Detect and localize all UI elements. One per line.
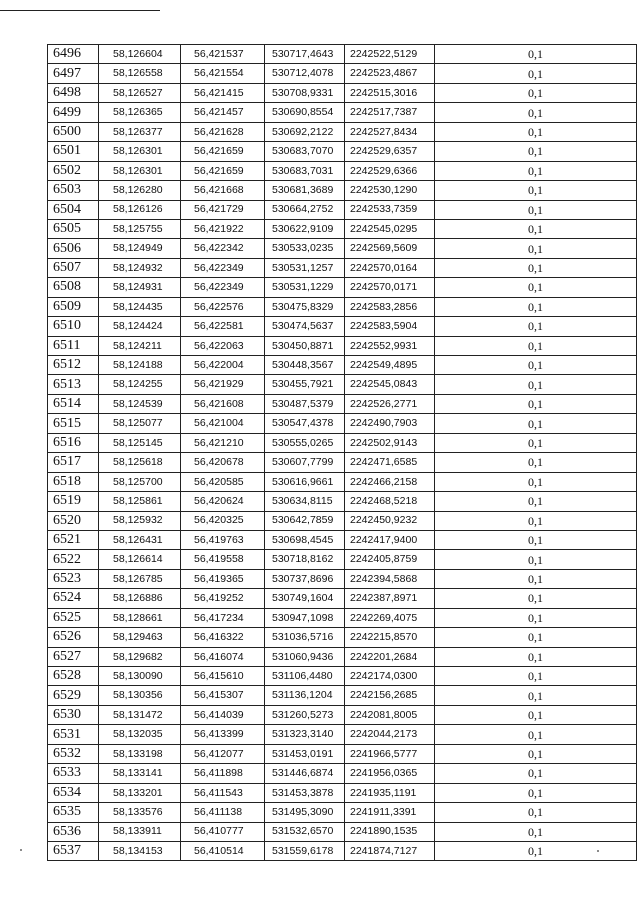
longitude-cell: 58,124424 — [99, 317, 181, 336]
table-row — [48, 569, 637, 588]
table-row — [48, 239, 637, 258]
point-number-cell: 6528 — [48, 667, 99, 686]
point-number-cell: 6499 — [48, 103, 99, 122]
coord-y-cell: 2242044,2173 — [345, 725, 435, 744]
longitude-cell: 58,133141 — [99, 764, 181, 783]
accuracy-cell: 0,1 — [435, 103, 637, 122]
coord-y-cell: 2242201,2684 — [345, 647, 435, 666]
latitude-cell: 56,421628 — [181, 122, 265, 141]
point-number-cell: 6531 — [48, 725, 99, 744]
point-number-cell: 6516 — [48, 433, 99, 452]
coord-x-cell: 531323,3140 — [265, 725, 345, 744]
longitude-cell: 58,124255 — [99, 375, 181, 394]
accuracy-cell: 0,1 — [435, 744, 637, 763]
accuracy-cell: 0,1 — [435, 161, 637, 180]
latitude-cell: 56,411898 — [181, 764, 265, 783]
table-row — [48, 822, 637, 841]
longitude-cell: 58,124211 — [99, 336, 181, 355]
accuracy-cell: 0,1 — [435, 686, 637, 705]
coord-y-cell: 2241966,5777 — [345, 744, 435, 763]
latitude-cell: 56,419252 — [181, 589, 265, 608]
table-row — [48, 433, 637, 452]
coord-x-cell: 531495,3090 — [265, 803, 345, 822]
coord-y-cell: 2242529,6366 — [345, 161, 435, 180]
coord-y-cell: 2242583,2856 — [345, 297, 435, 316]
longitude-cell: 58,131472 — [99, 705, 181, 724]
coord-y-cell: 2242394,5868 — [345, 569, 435, 588]
coord-y-cell: 2242466,2158 — [345, 472, 435, 491]
coord-y-cell: 2242405,8759 — [345, 550, 435, 569]
coord-x-cell: 530448,3567 — [265, 356, 345, 375]
accuracy-cell: 0,1 — [435, 589, 637, 608]
longitude-cell: 58,124932 — [99, 258, 181, 277]
latitude-cell: 56,416322 — [181, 628, 265, 647]
point-number-cell: 6501 — [48, 142, 99, 161]
accuracy-cell: 0,1 — [435, 569, 637, 588]
point-number-cell: 6529 — [48, 686, 99, 705]
point-number-cell: 6515 — [48, 414, 99, 433]
accuracy-cell: 0,1 — [435, 64, 637, 83]
table-row — [48, 550, 637, 569]
coord-x-cell: 531260,5273 — [265, 705, 345, 724]
accuracy-cell: 0,1 — [435, 336, 637, 355]
point-number-cell: 6520 — [48, 511, 99, 530]
point-number-cell: 6504 — [48, 200, 99, 219]
point-number-cell: 6526 — [48, 628, 99, 647]
table-row — [48, 530, 637, 549]
longitude-cell: 58,126301 — [99, 161, 181, 180]
latitude-cell: 56,415307 — [181, 686, 265, 705]
accuracy-cell: 0,1 — [435, 472, 637, 491]
accuracy-cell: 0,1 — [435, 83, 637, 102]
coord-x-cell: 530531,1229 — [265, 278, 345, 297]
longitude-cell: 58,128661 — [99, 608, 181, 627]
accuracy-cell: 0,1 — [435, 725, 637, 744]
coord-y-cell: 2242570,0171 — [345, 278, 435, 297]
table-row — [48, 103, 637, 122]
point-number-cell: 6527 — [48, 647, 99, 666]
coord-x-cell: 530718,8162 — [265, 550, 345, 569]
coord-x-cell: 530474,5637 — [265, 317, 345, 336]
accuracy-cell: 0,1 — [435, 297, 637, 316]
latitude-cell: 56,411543 — [181, 783, 265, 802]
latitude-cell: 56,421554 — [181, 64, 265, 83]
accuracy-cell: 0,1 — [435, 375, 637, 394]
coord-x-cell: 530622,9109 — [265, 219, 345, 238]
coord-y-cell: 2241890,1535 — [345, 822, 435, 841]
coord-y-cell: 2242215,8570 — [345, 628, 435, 647]
accuracy-cell: 0,1 — [435, 356, 637, 375]
point-number-cell: 6519 — [48, 492, 99, 511]
latitude-cell: 56,421659 — [181, 142, 265, 161]
latitude-cell: 56,422004 — [181, 356, 265, 375]
longitude-cell: 58,126558 — [99, 64, 181, 83]
coord-x-cell: 530690,8554 — [265, 103, 345, 122]
accuracy-cell: 0,1 — [435, 550, 637, 569]
coord-x-cell: 531446,6874 — [265, 764, 345, 783]
scan-speck — [20, 849, 22, 851]
table-row — [48, 686, 637, 705]
point-number-cell: 6517 — [48, 453, 99, 472]
latitude-cell: 56,421415 — [181, 83, 265, 102]
table-row — [48, 705, 637, 724]
latitude-cell: 56,412077 — [181, 744, 265, 763]
latitude-cell: 56,419763 — [181, 530, 265, 549]
coord-y-cell: 2242450,9232 — [345, 511, 435, 530]
latitude-cell: 56,411138 — [181, 803, 265, 822]
point-number-cell: 6522 — [48, 550, 99, 569]
longitude-cell: 58,133576 — [99, 803, 181, 822]
coord-x-cell: 530708,9331 — [265, 83, 345, 102]
latitude-cell: 56,421922 — [181, 219, 265, 238]
table-row — [48, 647, 637, 666]
accuracy-cell: 0,1 — [435, 628, 637, 647]
point-number-cell: 6536 — [48, 822, 99, 841]
point-number-cell: 6524 — [48, 589, 99, 608]
table-row — [48, 725, 637, 744]
longitude-cell: 58,130356 — [99, 686, 181, 705]
table-row — [48, 472, 637, 491]
longitude-cell: 58,134153 — [99, 841, 181, 860]
point-number-cell: 6530 — [48, 705, 99, 724]
coord-y-cell: 2242515,3016 — [345, 83, 435, 102]
coord-x-cell: 530683,7031 — [265, 161, 345, 180]
coord-y-cell: 2242174,0300 — [345, 667, 435, 686]
latitude-cell: 56,420678 — [181, 453, 265, 472]
coord-y-cell: 2242387,8971 — [345, 589, 435, 608]
longitude-cell: 58,125145 — [99, 433, 181, 452]
latitude-cell: 56,421210 — [181, 433, 265, 452]
latitude-cell: 56,422576 — [181, 297, 265, 316]
coord-y-cell: 2242517,7387 — [345, 103, 435, 122]
table-row — [48, 200, 637, 219]
accuracy-cell: 0,1 — [435, 803, 637, 822]
coord-y-cell: 2242545,0843 — [345, 375, 435, 394]
longitude-cell: 58,126785 — [99, 569, 181, 588]
coord-x-cell: 530642,7859 — [265, 511, 345, 530]
point-number-cell: 6506 — [48, 239, 99, 258]
point-number-cell: 6498 — [48, 83, 99, 102]
coord-y-cell: 2242490,7903 — [345, 414, 435, 433]
latitude-cell: 56,421659 — [181, 161, 265, 180]
latitude-cell: 56,410777 — [181, 822, 265, 841]
coord-x-cell: 530712,4078 — [265, 64, 345, 83]
coord-x-cell: 530749,1604 — [265, 589, 345, 608]
point-number-cell: 6505 — [48, 219, 99, 238]
coord-y-cell: 2242570,0164 — [345, 258, 435, 277]
table-row — [48, 803, 637, 822]
longitude-cell: 58,126614 — [99, 550, 181, 569]
coord-x-cell: 531453,3878 — [265, 783, 345, 802]
coord-x-cell: 530555,0265 — [265, 433, 345, 452]
accuracy-cell: 0,1 — [435, 394, 637, 413]
longitude-cell: 58,126365 — [99, 103, 181, 122]
latitude-cell: 56,422063 — [181, 336, 265, 355]
longitude-cell: 58,126280 — [99, 181, 181, 200]
longitude-cell: 58,124539 — [99, 394, 181, 413]
longitude-cell: 58,125700 — [99, 472, 181, 491]
coord-y-cell: 2242526,2771 — [345, 394, 435, 413]
longitude-cell: 58,133911 — [99, 822, 181, 841]
coord-x-cell: 531106,4480 — [265, 667, 345, 686]
longitude-cell: 58,126886 — [99, 589, 181, 608]
longitude-cell: 58,126377 — [99, 122, 181, 141]
table-row — [48, 414, 637, 433]
coord-y-cell: 2242569,5609 — [345, 239, 435, 258]
coordinates-table — [47, 44, 637, 861]
coord-y-cell: 2242156,2685 — [345, 686, 435, 705]
top-rule — [0, 10, 160, 11]
accuracy-cell: 0,1 — [435, 841, 637, 860]
coord-y-cell: 2242522,5129 — [345, 45, 435, 64]
longitude-cell: 58,126431 — [99, 530, 181, 549]
coord-y-cell: 2242269,4075 — [345, 608, 435, 627]
accuracy-cell: 0,1 — [435, 258, 637, 277]
table-row — [48, 219, 637, 238]
longitude-cell: 58,124931 — [99, 278, 181, 297]
point-number-cell: 6511 — [48, 336, 99, 355]
longitude-cell: 58,125618 — [99, 453, 181, 472]
table-row — [48, 511, 637, 530]
coord-y-cell: 2242471,6585 — [345, 453, 435, 472]
longitude-cell: 58,124435 — [99, 297, 181, 316]
point-number-cell: 6500 — [48, 122, 99, 141]
coord-y-cell: 2242530,1290 — [345, 181, 435, 200]
coord-x-cell: 530450,8871 — [265, 336, 345, 355]
coord-x-cell: 530531,1257 — [265, 258, 345, 277]
coord-y-cell: 2242552,9931 — [345, 336, 435, 355]
coord-x-cell: 531060,9436 — [265, 647, 345, 666]
accuracy-cell: 0,1 — [435, 181, 637, 200]
accuracy-cell: 0,1 — [435, 239, 637, 258]
table-row — [48, 589, 637, 608]
longitude-cell: 58,124188 — [99, 356, 181, 375]
accuracy-cell: 0,1 — [435, 492, 637, 511]
coord-y-cell: 2241874,7127 — [345, 841, 435, 860]
coord-y-cell: 2242081,8005 — [345, 705, 435, 724]
coord-x-cell: 530947,1098 — [265, 608, 345, 627]
accuracy-cell: 0,1 — [435, 142, 637, 161]
point-number-cell: 6508 — [48, 278, 99, 297]
accuracy-cell: 0,1 — [435, 783, 637, 802]
accuracy-cell: 0,1 — [435, 705, 637, 724]
coord-x-cell: 530616,9661 — [265, 472, 345, 491]
latitude-cell: 56,421457 — [181, 103, 265, 122]
table-row — [48, 181, 637, 200]
coord-y-cell: 2242583,5904 — [345, 317, 435, 336]
coord-x-cell: 530681,3689 — [265, 181, 345, 200]
coord-y-cell: 2242533,7359 — [345, 200, 435, 219]
accuracy-cell: 0,1 — [435, 530, 637, 549]
point-number-cell: 6534 — [48, 783, 99, 802]
coord-x-cell: 531453,0191 — [265, 744, 345, 763]
point-number-cell: 6523 — [48, 569, 99, 588]
accuracy-cell: 0,1 — [435, 122, 637, 141]
coord-x-cell: 530455,7921 — [265, 375, 345, 394]
accuracy-cell: 0,1 — [435, 317, 637, 336]
coord-y-cell: 2242529,6357 — [345, 142, 435, 161]
latitude-cell: 56,420325 — [181, 511, 265, 530]
accuracy-cell: 0,1 — [435, 219, 637, 238]
latitude-cell: 56,414039 — [181, 705, 265, 724]
latitude-cell: 56,410514 — [181, 841, 265, 860]
latitude-cell: 56,419365 — [181, 569, 265, 588]
coord-y-cell: 2242502,9143 — [345, 433, 435, 452]
longitude-cell: 58,133201 — [99, 783, 181, 802]
latitude-cell: 56,421668 — [181, 181, 265, 200]
point-number-cell: 6496 — [48, 45, 99, 64]
table-row — [48, 783, 637, 802]
coord-x-cell: 531532,6570 — [265, 822, 345, 841]
coord-x-cell: 531136,1204 — [265, 686, 345, 705]
point-number-cell: 6537 — [48, 841, 99, 860]
longitude-cell: 58,130090 — [99, 667, 181, 686]
coord-x-cell: 530475,8329 — [265, 297, 345, 316]
longitude-cell: 58,132035 — [99, 725, 181, 744]
latitude-cell: 56,420624 — [181, 492, 265, 511]
accuracy-cell: 0,1 — [435, 511, 637, 530]
point-number-cell: 6533 — [48, 764, 99, 783]
point-number-cell: 6518 — [48, 472, 99, 491]
coord-x-cell: 530487,5379 — [265, 394, 345, 413]
table-row — [48, 628, 637, 647]
accuracy-cell: 0,1 — [435, 414, 637, 433]
table-row — [48, 161, 637, 180]
coordinates-table-body — [48, 45, 637, 861]
accuracy-cell: 0,1 — [435, 647, 637, 666]
coord-x-cell: 530533,0235 — [265, 239, 345, 258]
accuracy-cell: 0,1 — [435, 45, 637, 64]
coord-x-cell: 530634,8115 — [265, 492, 345, 511]
accuracy-cell: 0,1 — [435, 453, 637, 472]
longitude-cell: 58,133198 — [99, 744, 181, 763]
longitude-cell: 58,124949 — [99, 239, 181, 258]
table-row — [48, 278, 637, 297]
latitude-cell: 56,415610 — [181, 667, 265, 686]
coord-x-cell: 530698,4545 — [265, 530, 345, 549]
table-row — [48, 317, 637, 336]
table-row — [48, 667, 637, 686]
table-row — [48, 394, 637, 413]
accuracy-cell: 0,1 — [435, 764, 637, 783]
longitude-cell: 58,125932 — [99, 511, 181, 530]
longitude-cell: 58,125077 — [99, 414, 181, 433]
coord-y-cell: 2242545,0295 — [345, 219, 435, 238]
coord-x-cell: 530664,2752 — [265, 200, 345, 219]
latitude-cell: 56,421729 — [181, 200, 265, 219]
coord-y-cell: 2242527,8434 — [345, 122, 435, 141]
point-number-cell: 6497 — [48, 64, 99, 83]
accuracy-cell: 0,1 — [435, 822, 637, 841]
point-number-cell: 6521 — [48, 530, 99, 549]
point-number-cell: 6502 — [48, 161, 99, 180]
point-number-cell: 6512 — [48, 356, 99, 375]
longitude-cell: 58,129463 — [99, 628, 181, 647]
latitude-cell: 56,422349 — [181, 258, 265, 277]
point-number-cell: 6510 — [48, 317, 99, 336]
accuracy-cell: 0,1 — [435, 278, 637, 297]
accuracy-cell: 0,1 — [435, 667, 637, 686]
latitude-cell: 56,421608 — [181, 394, 265, 413]
coord-y-cell: 2242549,4895 — [345, 356, 435, 375]
table-row — [48, 841, 637, 860]
table-row — [48, 122, 637, 141]
coord-y-cell: 2242468,5218 — [345, 492, 435, 511]
table-row — [48, 453, 637, 472]
table-row — [48, 297, 637, 316]
table-row — [48, 608, 637, 627]
latitude-cell: 56,419558 — [181, 550, 265, 569]
coord-x-cell: 530692,2122 — [265, 122, 345, 141]
accuracy-cell: 0,1 — [435, 200, 637, 219]
table-row — [48, 45, 637, 64]
point-number-cell: 6513 — [48, 375, 99, 394]
latitude-cell: 56,421929 — [181, 375, 265, 394]
point-number-cell: 6507 — [48, 258, 99, 277]
latitude-cell: 56,416074 — [181, 647, 265, 666]
table-row — [48, 744, 637, 763]
point-number-cell: 6503 — [48, 181, 99, 200]
point-number-cell: 6525 — [48, 608, 99, 627]
coord-x-cell: 531559,6178 — [265, 841, 345, 860]
longitude-cell: 58,126604 — [99, 45, 181, 64]
coord-x-cell: 530683,7070 — [265, 142, 345, 161]
accuracy-cell: 0,1 — [435, 433, 637, 452]
longitude-cell: 58,126301 — [99, 142, 181, 161]
table-row — [48, 258, 637, 277]
table-row — [48, 375, 637, 394]
point-number-cell: 6532 — [48, 744, 99, 763]
longitude-cell: 58,126126 — [99, 200, 181, 219]
point-number-cell: 6535 — [48, 803, 99, 822]
point-number-cell: 6514 — [48, 394, 99, 413]
longitude-cell: 58,129682 — [99, 647, 181, 666]
coord-y-cell: 2242417,9400 — [345, 530, 435, 549]
latitude-cell: 56,421004 — [181, 414, 265, 433]
coord-x-cell: 530717,4643 — [265, 45, 345, 64]
coord-x-cell: 530737,8696 — [265, 569, 345, 588]
latitude-cell: 56,420585 — [181, 472, 265, 491]
coord-y-cell: 2241911,3391 — [345, 803, 435, 822]
latitude-cell: 56,417234 — [181, 608, 265, 627]
coord-x-cell: 530547,4378 — [265, 414, 345, 433]
coord-y-cell: 2241935,1191 — [345, 783, 435, 802]
table-row — [48, 142, 637, 161]
latitude-cell: 56,422581 — [181, 317, 265, 336]
latitude-cell: 56,422349 — [181, 278, 265, 297]
table-row — [48, 492, 637, 511]
table-row — [48, 336, 637, 355]
scan-speck — [597, 850, 599, 852]
latitude-cell: 56,421537 — [181, 45, 265, 64]
table-row — [48, 83, 637, 102]
table-row — [48, 764, 637, 783]
longitude-cell: 58,125861 — [99, 492, 181, 511]
longitude-cell: 58,126527 — [99, 83, 181, 102]
coord-y-cell: 2241956,0365 — [345, 764, 435, 783]
accuracy-cell: 0,1 — [435, 608, 637, 627]
coord-x-cell: 530607,7799 — [265, 453, 345, 472]
coord-x-cell: 531036,5716 — [265, 628, 345, 647]
coord-y-cell: 2242523,4867 — [345, 64, 435, 83]
table-row — [48, 356, 637, 375]
longitude-cell: 58,125755 — [99, 219, 181, 238]
table-row — [48, 64, 637, 83]
latitude-cell: 56,422342 — [181, 239, 265, 258]
point-number-cell: 6509 — [48, 297, 99, 316]
latitude-cell: 56,413399 — [181, 725, 265, 744]
